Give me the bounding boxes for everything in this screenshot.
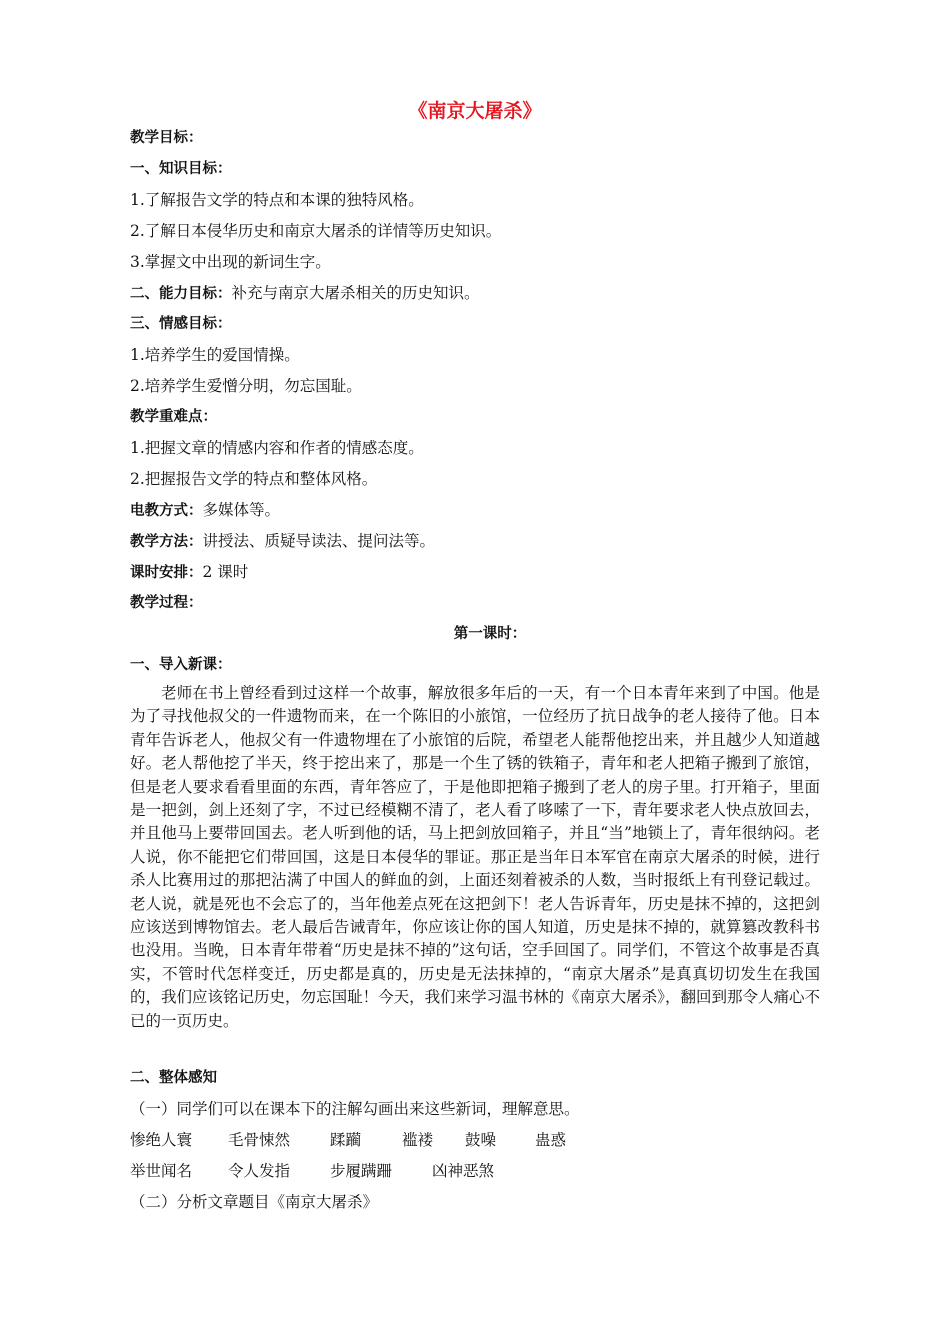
vocab-word: 步履蹒跚 — [330, 1162, 393, 1180]
hours-line — [130, 562, 248, 583]
methods-label: 教学方法： — [130, 534, 203, 550]
ability-goals-heading: 二、能力目标： — [130, 286, 232, 302]
perception-sub-two: （二）分析文章题目《南京大屠杀》 — [130, 1193, 379, 1211]
vocab-word: 凶神恶煞 — [432, 1162, 495, 1180]
emotion-goal-item: 2.培养学生爱憎分明，勿忘国耻。 — [130, 377, 362, 395]
vocab-row — [130, 1161, 494, 1181]
key-point-item: 1.把握文章的情感内容和作者的情感态度。 — [130, 439, 424, 457]
perception-sub-one: （一）同学们可以在课本下的注解勾画出来这些新词，理解意思。 — [130, 1100, 580, 1118]
teaching-goals-heading: 教学目标： — [130, 130, 203, 146]
lesson-one-heading: 第一课时： — [453, 626, 527, 642]
media-line — [130, 500, 280, 521]
vocab-word: 褴褛 — [402, 1131, 434, 1149]
vocab-word: 鼓噪 — [465, 1131, 497, 1149]
perception-heading: 二、整体感知 — [130, 1070, 217, 1086]
methods-line — [130, 531, 435, 552]
vocab-word: 毛骨悚然 — [228, 1131, 291, 1149]
key-points-heading: 教学重难点： — [130, 409, 217, 425]
ability-goals-line — [130, 283, 480, 304]
hours-value: 2 课时 — [202, 563, 249, 581]
intro-paragraph: 老师在书上曾经看到过这样一个故事，解放很多年后的一天，有一个日本青年来到了中国。他是为了寻找他叔父的一件遗物而来，在一个陈旧的小旅馆，一位经历了抗日战争的老人接待了他。日本青年告诉老人，他叔父有一件遗物埋在了小旅馆的后院，希望老人能帮他挖出来，并且越少人知道越好。老人帮他挖了半天，终于挖出来了，那是一个生了锈的铁箱子，青年和老人把箱子搬到了旅馆，但是老人要求看看里面的东西，青年答应了，于是他即把箱子搬到了老人的房子里。打开箱子，里面是一把剑，剑上还刻了字，不过已经模糊不清了，老人看了哆嗦了一下，青年要求老人快点放回去，并且他马上要带回国去。老人听到他的话，马上把剑放回箱子，并且“当”地锁上了，青年很纳闷。老人说，你不能把它们带回国，这是日本侵华的罪证。那正是当年日本军官在南京大屠杀的时候，进行杀人比赛用过的那把沾满了中国人的鲜血的剑，上面还刻着被杀的人数，当时报纸上有刊登记载过。老人说，就是死也不会忘了的，当年他差点死在这把剑下！老人告诉青年，历史是抹不掉的，这把剑应该送到博物馆去。老人最后告诫青年，你应该让你的国人知道，历史是抹不掉的，就算篡改教科书也没用。当晚，日本青年带着“历史是抹不掉的”这句话，空手回国了。同学们，不管这个故事是否真实，不管时代怎样变迁，历史都是真的，历史是无法抹掉的，“南京大屠杀”是真真切切发生在我国的，我们应该铭记历史，勿忘国耻！今天，我们来学习温书林的《南京大屠杀》，翻回到那令人痛心不已的一页历史。 — [130, 684, 820, 1030]
knowledge-goal-item: 2.了解日本侵华历史和南京大屠杀的详情等历史知识。 — [130, 222, 502, 240]
intro-heading: 一、导入新课： — [130, 657, 232, 673]
vocab-row — [130, 1130, 566, 1150]
knowledge-goal-item: 1.了解报告文学的特点和本课的独特风格。 — [130, 191, 424, 209]
hours-label: 课时安排： — [130, 565, 203, 581]
vocab-word: 举世闻名 — [130, 1162, 193, 1180]
vocab-word: 蹂躏 — [330, 1131, 362, 1149]
emotion-goal-item: 1.培养学生的爱国情操。 — [130, 346, 300, 364]
knowledge-goals-heading: 一、知识目标： — [130, 161, 232, 177]
ability-goals-text: 补充与南京大屠杀相关的历史知识。 — [231, 284, 480, 302]
key-point-item: 2.把握报告文学的特点和整体风格。 — [130, 470, 378, 488]
process-heading: 教学过程： — [130, 595, 203, 611]
vocab-word: 惨绝人寰 — [130, 1131, 193, 1149]
media-label: 电教方式： — [130, 503, 203, 519]
document-title: 《南京大屠杀》 — [408, 100, 542, 122]
emotion-goals-heading: 三、情感目标： — [130, 316, 232, 332]
vocab-word: 令人发指 — [228, 1162, 291, 1180]
media-value: 多媒体等。 — [202, 501, 281, 519]
methods-value: 讲授法、质疑导读法、提问法等。 — [202, 532, 436, 550]
vocab-word: 蛊惑 — [535, 1131, 567, 1149]
knowledge-goal-item: 3.掌握文中出现的新词生字。 — [130, 253, 331, 271]
